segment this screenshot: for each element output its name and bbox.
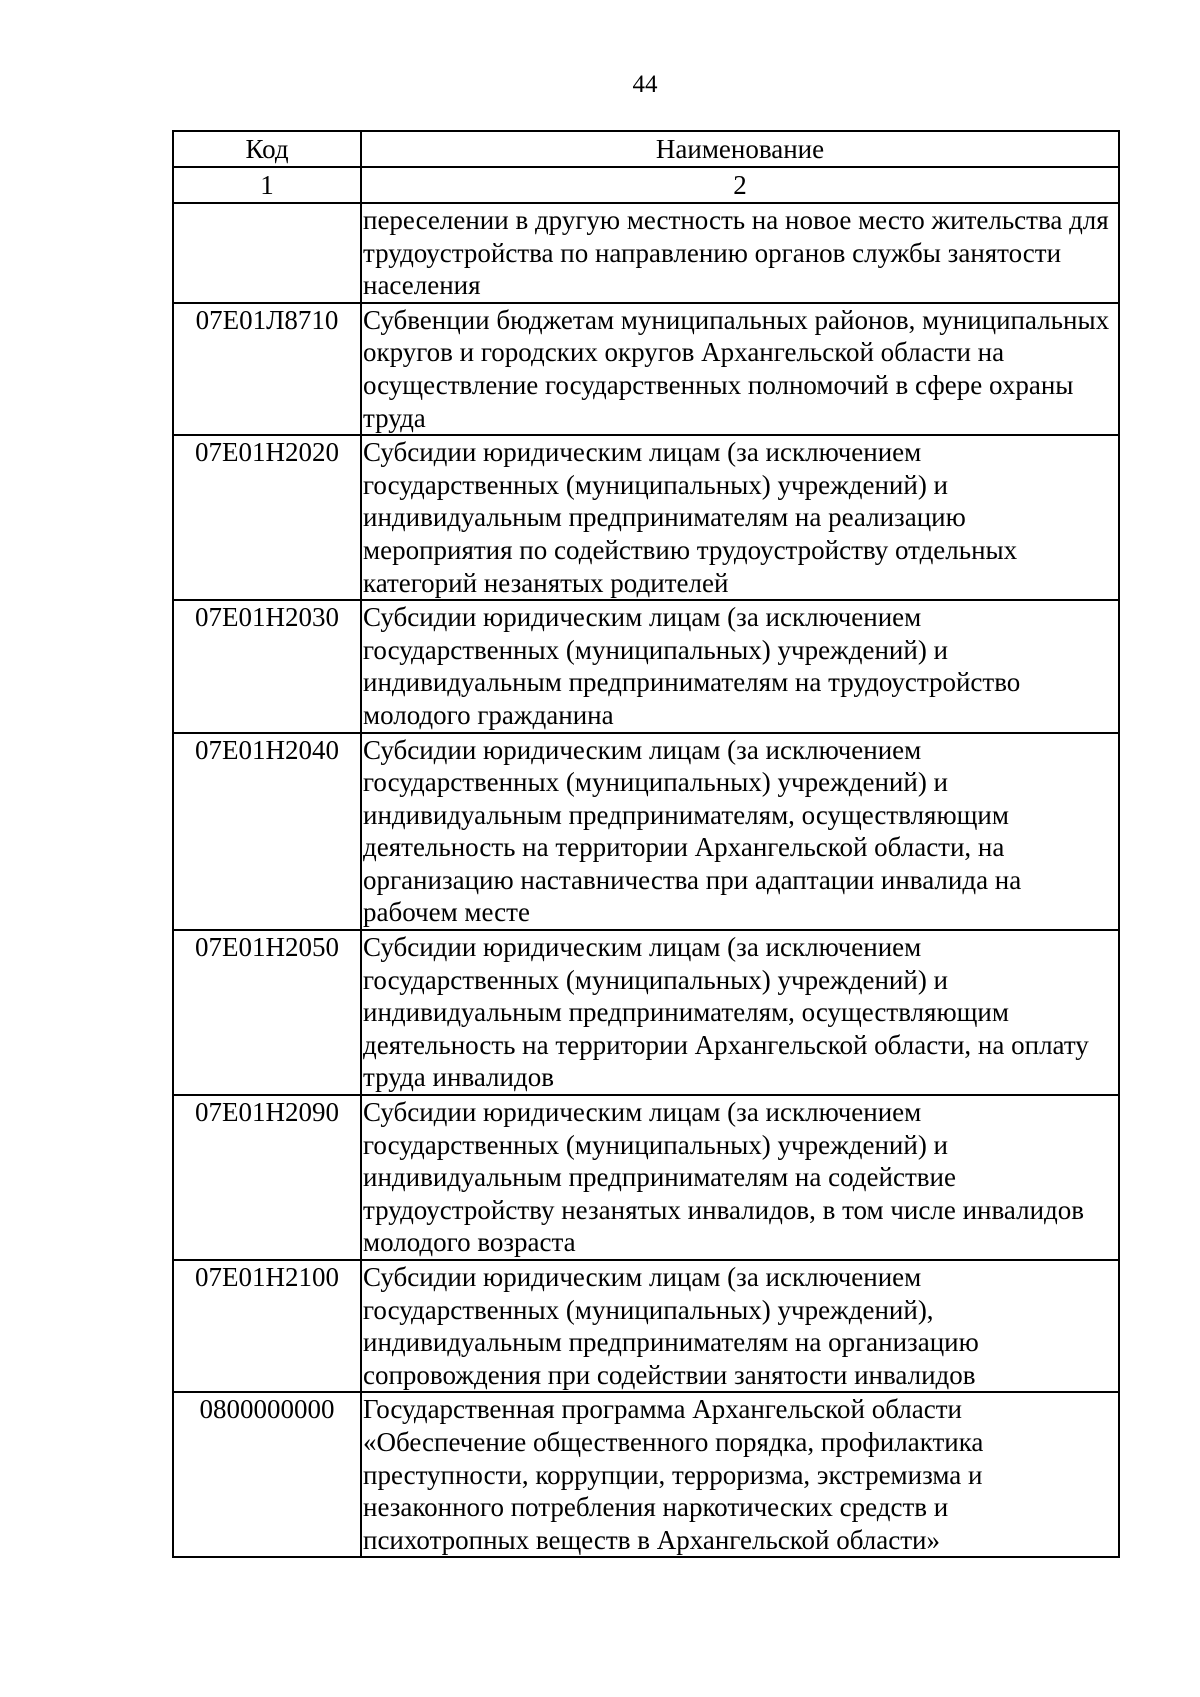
row-name: Субсидии юридическим лицам (за исключением государственных (муниципальных) учреждений) и индивидуальным предпринимателям на содействие трудоустройству незанятых инвалидов, в том числе инвалидов молодого возраста: [361, 1095, 1119, 1260]
row-code: [173, 203, 361, 303]
column-number-row: [173, 167, 1119, 203]
row-code: 07Е01Л8710: [173, 303, 361, 435]
row-code: 07Е01Н2100: [173, 1260, 361, 1392]
row-code: 07Е01Н2040: [173, 733, 361, 931]
header-code: Код: [173, 131, 361, 167]
budget-code-table: [172, 130, 1120, 1558]
row-code: 07Е01Н2050: [173, 930, 361, 1095]
row-code: 0800000000: [173, 1392, 361, 1557]
table-row: [173, 203, 1119, 303]
row-name: Субсидии юридическим лицам (за исключением государственных (муниципальных) учреждений) и индивидуальным предпринимателям на реализацию мероприятия по содействию трудоустройству отдельных категорий незанятых родителей: [361, 435, 1119, 600]
table-row: [173, 303, 1119, 435]
table-header-row: [173, 131, 1119, 167]
row-name: Субвенции бюджетам муниципальных районов, муниципальных округов и городских округов Архангельской области на осуществление государственных полномочий в сфере охраны труда: [361, 303, 1119, 435]
page-number: 44: [632, 71, 658, 98]
table-row: [173, 435, 1119, 600]
row-name: Субсидии юридическим лицам (за исключением государственных (муниципальных) учреждений) и индивидуальным предпринимателям, осуществляющим деятельность на территории Архангельской области, на организацию наставничества при адаптации инвалида на рабочем месте: [361, 733, 1119, 931]
row-name: переселении в другую местность на новое место жительства для трудоустройства по направлению органов службы занятости населения: [361, 203, 1119, 303]
table-row: [173, 600, 1119, 732]
row-code: 07Е01Н2090: [173, 1095, 361, 1260]
row-code: 07Е01Н2020: [173, 435, 361, 600]
row-name: Субсидии юридическим лицам (за исключением государственных (муниципальных) учреждений) и индивидуальным предпринимателям, осуществляющим деятельность на территории Архангельской области, на оплату труда инвалидов: [361, 930, 1119, 1095]
table-row: [173, 1095, 1119, 1260]
table-row: [173, 1260, 1119, 1392]
header-name: Наименование: [361, 131, 1119, 167]
row-name: Субсидии юридическим лицам (за исключением государственных (муниципальных) учреждений) и индивидуальным предпринимателям на трудоустройство молодого гражданина: [361, 600, 1119, 732]
table-row: [173, 930, 1119, 1095]
table-row: [173, 1392, 1119, 1557]
row-name: Государственная программа Архангельской области «Обеспечение общественного порядка, профилактика преступности, коррупции, терроризма, экстремизма и незаконного потребления наркотических средств и психотропных веществ в Архангельской области»: [361, 1392, 1119, 1557]
column-number-2: 2: [361, 167, 1119, 203]
row-code: 07Е01Н2030: [173, 600, 361, 732]
column-number-1: 1: [173, 167, 361, 203]
table-row: [173, 733, 1119, 931]
row-name: Субсидии юридическим лицам (за исключением государственных (муниципальных) учреждений), индивидуальным предпринимателям на организацию сопровождения при содействии занятости инвалидов: [361, 1260, 1119, 1392]
